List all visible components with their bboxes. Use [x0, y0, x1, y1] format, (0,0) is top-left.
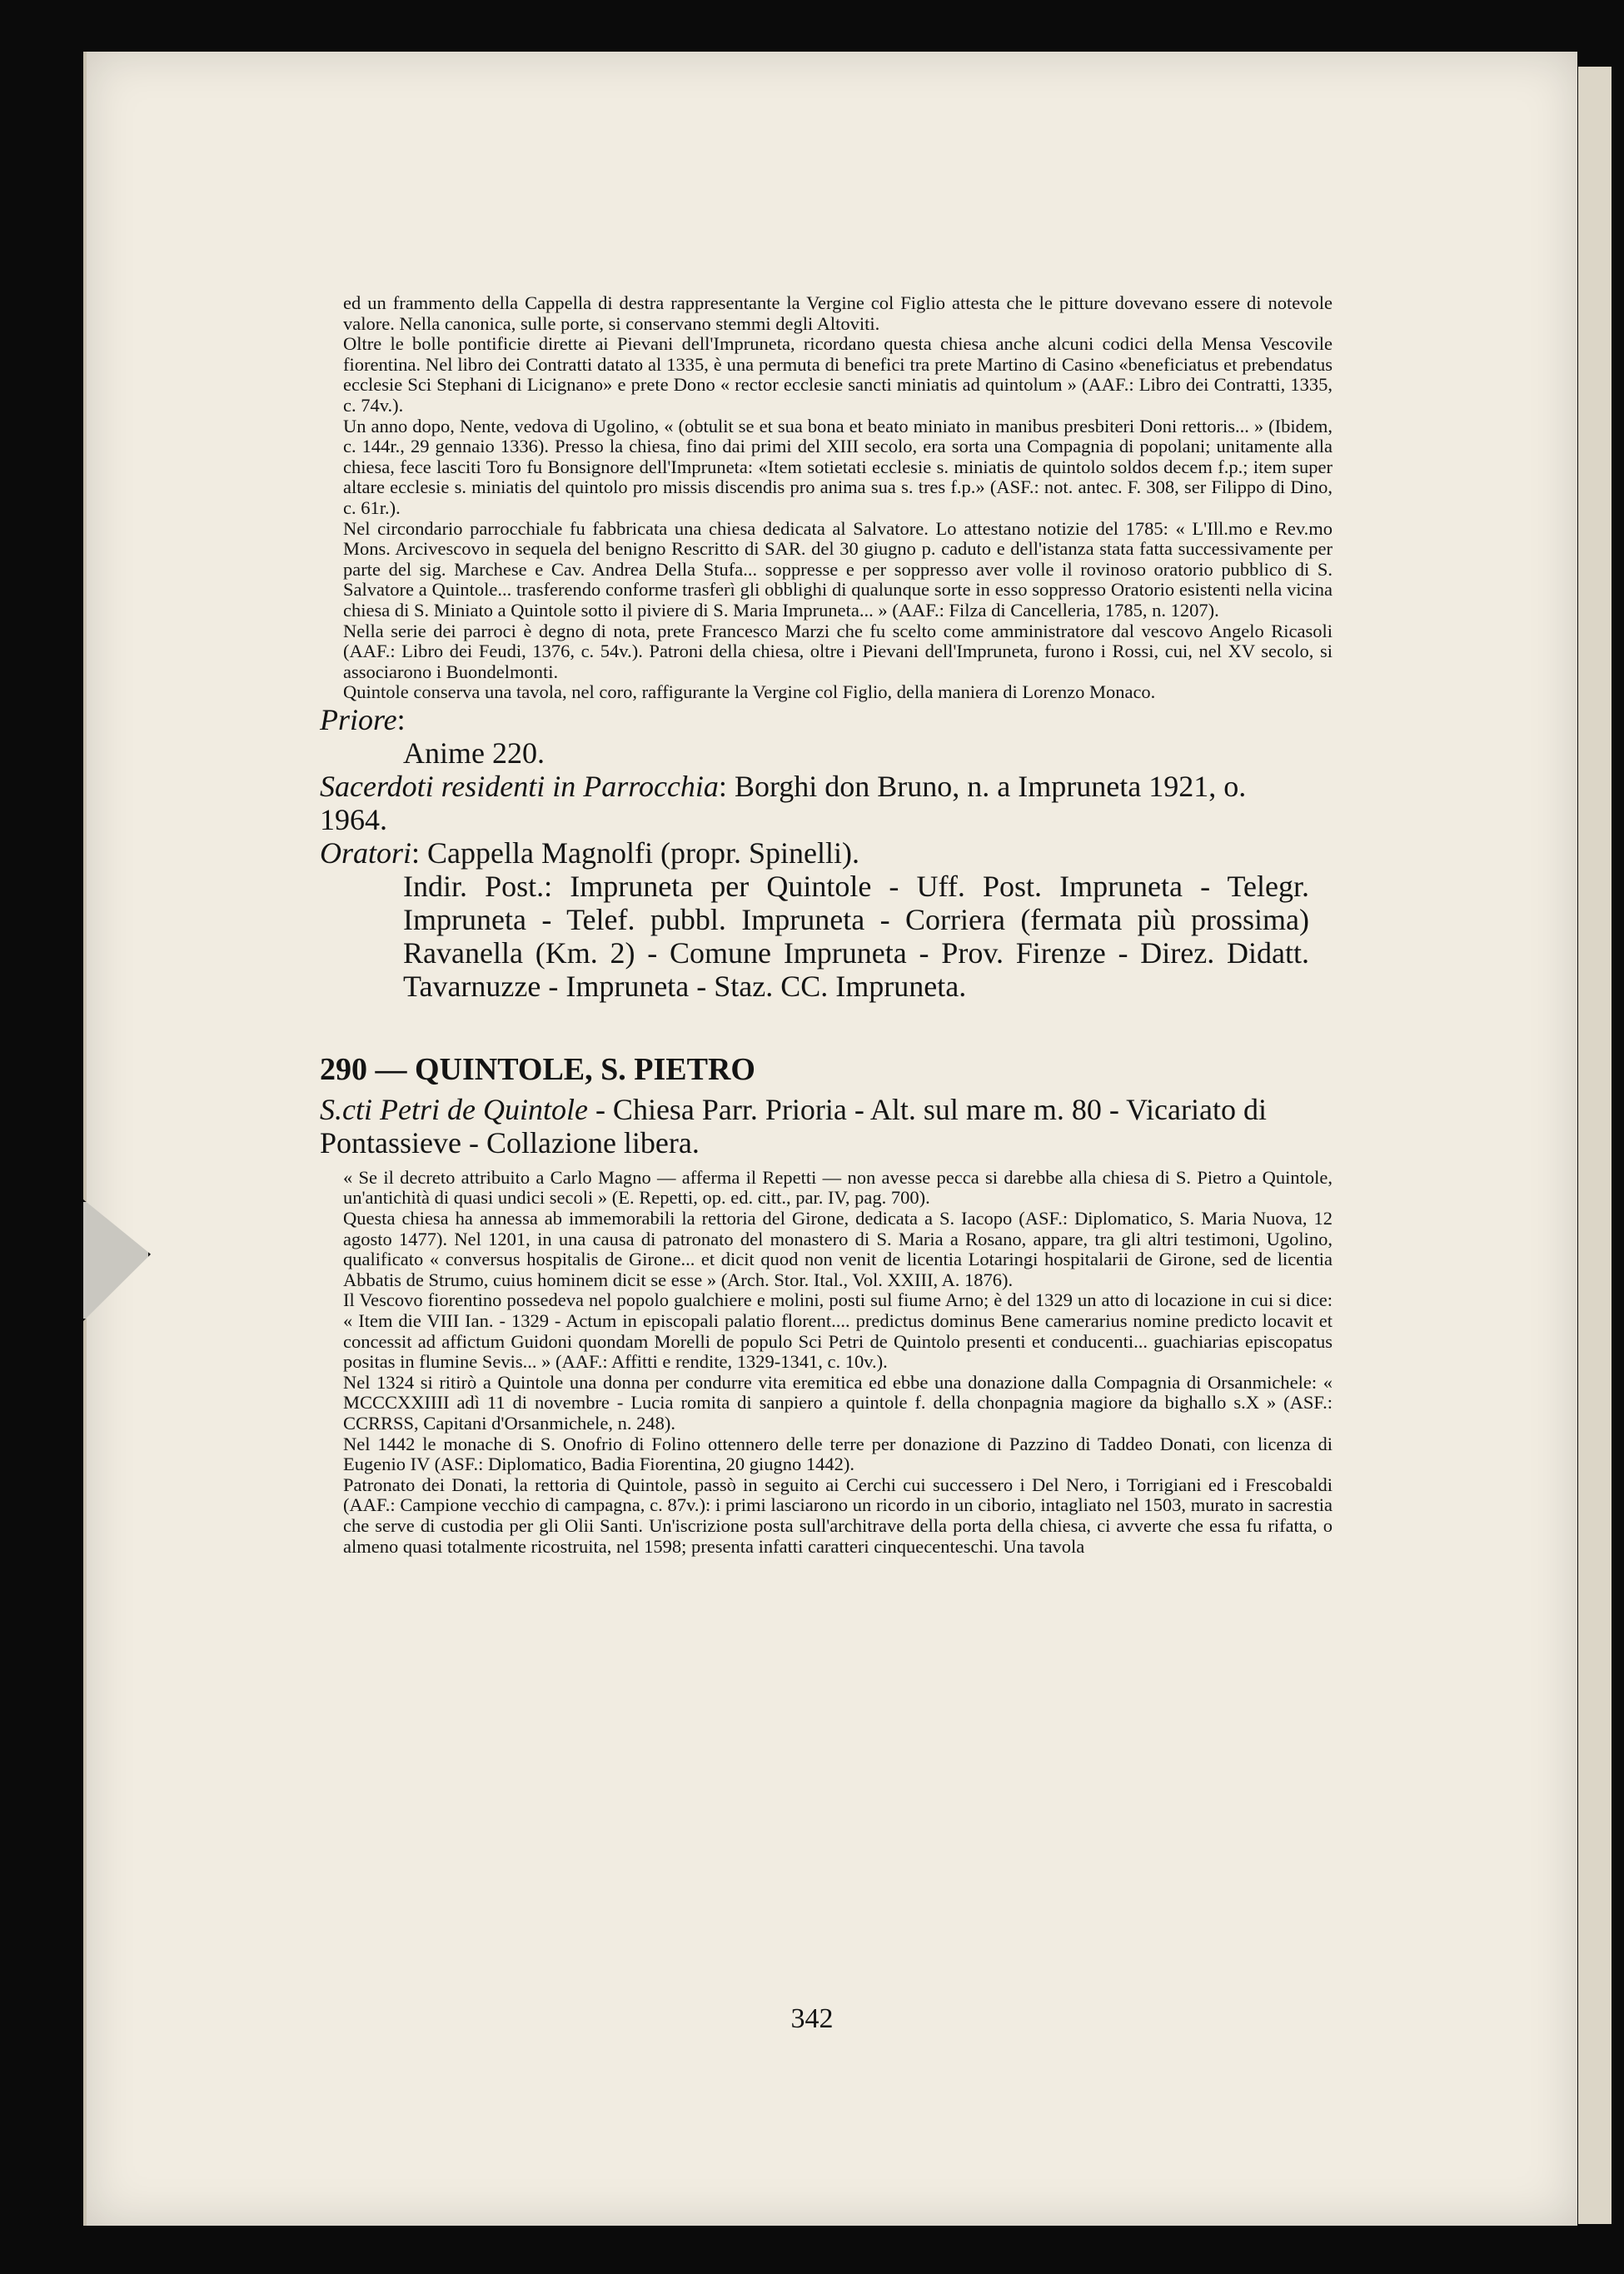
section-description: - Chiesa Parr. Prioria - Alt. sul mare m. 80 - Vicariato di Pontassieve - Collazione libera. [320, 1092, 1267, 1159]
sacerdoti-value: Borghi don Bruno, n. a Impruneta 1921, o. 1964. [320, 769, 1247, 836]
priore-label: Priore [320, 702, 397, 736]
section-heading: 290 — QUINTOLE, S. PIETRO [320, 1051, 755, 1087]
next-page-edge [1578, 67, 1612, 2224]
oratori-value: Cappella Magnolfi (propr. Spinelli). [427, 835, 859, 870]
section-notes [343, 1168, 1333, 1557]
note-paragraph: Questa chiesa ha annessa ab immemorabili la rettoria del Girone, dedicata a S. Iacopo (ASF.: Diplomatico, S. Maria Nuova, 12 agosto 1477). Nel 1201, in una causa di patronato del monastero di S. Maria a Rosano, appare, tra gli altri testimoni, Ugolino, qualificato « conversus hospitalis de Girone... et dicit quod non venit de licentia Lotaringi hospitalarii de Girone, sed de licentia Abbatis de Strumo, cuius hominem dicit se esse » (Arch. Stor. Ital., Vol. XXIII, A. 1876). [343, 1208, 1333, 1290]
note-paragraph: Nel 1442 le monache di S. Onofrio di Folino ottennero delle terre per donazione di Pazzino di Taddeo Donati, con licenza di Eugenio IV (ASF.: Diplomatico, Badia Fiorentina, 20 giugno 1442). [343, 1433, 1333, 1475]
note-paragraph: Patronato dei Donati, la rettoria di Quintole, passò in seguito ai Cerchi cui successero i Del Nero, i Torrigiani ed i Frescobaldi (AAF.: Campione vecchio di campagna, c. 87v.): i primi lasciarono un ricordo in un ciborio, intagliato nel 1503, murato in sacrestia che serve di custodia per gli Olii Santi. Un'iscrizione posta sull'architrave della porta della chiesa, ci avverte che essa fu rifatta, o almeno quasi totalmente ricostruita, nel 1598; presenta infatti caratteri cinquecenteschi. Una tavola [343, 1474, 1333, 1557]
priore-line: Priore: [320, 702, 406, 736]
section-intro [320, 1093, 1309, 1159]
sacerdoti-label: Sacerdoti residenti in Parrocchia [320, 769, 719, 803]
oratori-line: Oratori: Cappella Magnolfi (propr. Spinelli). [320, 835, 859, 870]
note-paragraph: Un anno dopo, Nente, vedova di Ugolino, « (obtulit se et sua bona et beato miniato in manibus presbiteri Doni rettoris... » (Ibidem, c. 144r., 29 gennaio 1336). Presso la chiesa, fino dai primi del XIII secolo, era sorta una Compagnia di popolani; unitamente alla chiesa, fece lasciti Toro fu Bonsignore dell'Impruneta: «Item sotietati ecclesie s. miniatis de quintolo soldos decem f.p.; item super altare ecclesie s. miniatis del quintolo pro missis discendis pro anima sua s. tres f.p.» (ASF.: not. antec. F. 308, ser Filippo di Dino, c. 61r.). [343, 415, 1333, 518]
note-paragraph: « Se il decreto attribuito a Carlo Magno — afferma il Repetti — non avesse pecca si darebbe alla chiesa di S. Pietro a Quintole, un'antichità di quasi undici secoli » (E. Repetti, op. ed. citt., par. IV, pag. 700). [343, 1166, 1333, 1209]
note-paragraph: Oltre le bolle pontificie dirette ai Pievani dell'Impruneta, ricordano questa chiesa anche alcuni codici della Mensa Vescovile fiorentina. Nel libro dei Contratti datato al 1335, è una permuta di benefici tra prete Martino di Casino «beneficiatus et prebendatus ecclesie Sci Stephani di Licignano» e prete Dono « rector ecclesie sancti miniatis ad quintolum » (AAF.: Libro dei Contratti, 1335, c. 74v.). [343, 333, 1333, 416]
note-paragraph: Il Vescovo fiorentino possedeva nel popolo gualchiere e molini, posti sul fiume Arno; è del 1329 un atto di locazione in cui si dice: « Item die VIII Ian. - 1329 - Actum in episcopali palatio florent.... predictus dominus Bene camerarius nomine predicto locavit et concessit ad affictum Guidoni quondam Morelli de populo Sci Petri de Quintolo presenti et conducenti... guachiarias episcopatus positas in flumine Sevis... » (AAF.: Affitti e rendite, 1329-1341, c. 10v.). [343, 1289, 1333, 1373]
note-paragraph: ed un frammento della Cappella di destra rappresentante la Vergine col Figlio attesta che le pitture dovevano essere di notevole valore. Nella canonica, sulle porte, si conservano stemmi degli Altoviti. [343, 292, 1333, 334]
indirizzi-block: Indir. Post.: Impruneta per Quintole - Uff. Post. Impruneta - Telegr. Impruneta - Telef. pubbl. Impruneta - Corriera (fermata più prossima) Ravanella (Km. 2) - Comune Impruneta - Prov. Firenze - Direz. Didatt. Tavarnuzze - Impruneta - Staz. CC. Impruneta. [403, 869, 1309, 1003]
note-paragraph: Nella serie dei parroci è degno di nota, prete Francesco Marzi che fu scelto come amministratore dal vescovo Angelo Ricasoli (AAF.: Libro dei Feudi, 1376, c. 54v.). Patroni della chiesa, oltre i Pievani dell'Impruneta, furono i Rossi, cui, nel XV secolo, si associarono i Buondelmonti. [343, 620, 1333, 682]
page-content [320, 292, 1333, 1557]
note-paragraph: Quintole conserva una tavola, nel coro, raffigurante la Vergine col Figlio, della maniera di Lorenzo Monaco. [343, 681, 1156, 703]
latin-name: S.cti Petri de Quintole [320, 1092, 588, 1126]
page-number: 342 [790, 2003, 834, 2034]
sacerdoti-line: Sacerdoti residenti in Parrocchia: Borghi don Bruno, n. a Impruneta 1921, o. 1964. [320, 769, 1247, 836]
oratori-label: Oratori [320, 835, 412, 870]
note-paragraph: Nel 1324 si ritirò a Quintole una donna per condurre vita eremitica ed ebbe una donazione dalla Compagnia di Orsanmichele: « MCCCXXIIII adì 11 di novembre - Lucia romita di sanpiero a quintole f. della chonpagnia magiore da bighallo s.X » (ASF.: CCRRSS, Capitani d'Orsanmichele, n. 248). [343, 1371, 1333, 1434]
prev-section-notes [343, 293, 1333, 703]
anime-line: Anime 220. [403, 736, 545, 770]
note-paragraph: Nel circondario parrocchiale fu fabbricata una chiesa dedicata al Salvatore. Lo attestano notizie del 1785: « L'Ill.mo e Rev.mo Mons. Arcivescovo in sequela del benigno Rescritto di SAR. del 30 giugno p. caduto e dell'istanza stata fatta successivamente per parte del sig. Marchese e Cav. Andrea Della Stufa... soppresse e per soppresso aver volle il rovinoso oratorio pubblico di S. Salvatore a Quintole... trasferendo conforme trasferì gli obblighi di qualunque sorte in esso soppresso Oratorio esistenti nella vicina chiesa di S. Miniato a Quintole sotto il piviere di S. Maria Impruneta... » (AAF.: Filza di Cancelleria, 1785, n. 1207). [343, 517, 1333, 621]
